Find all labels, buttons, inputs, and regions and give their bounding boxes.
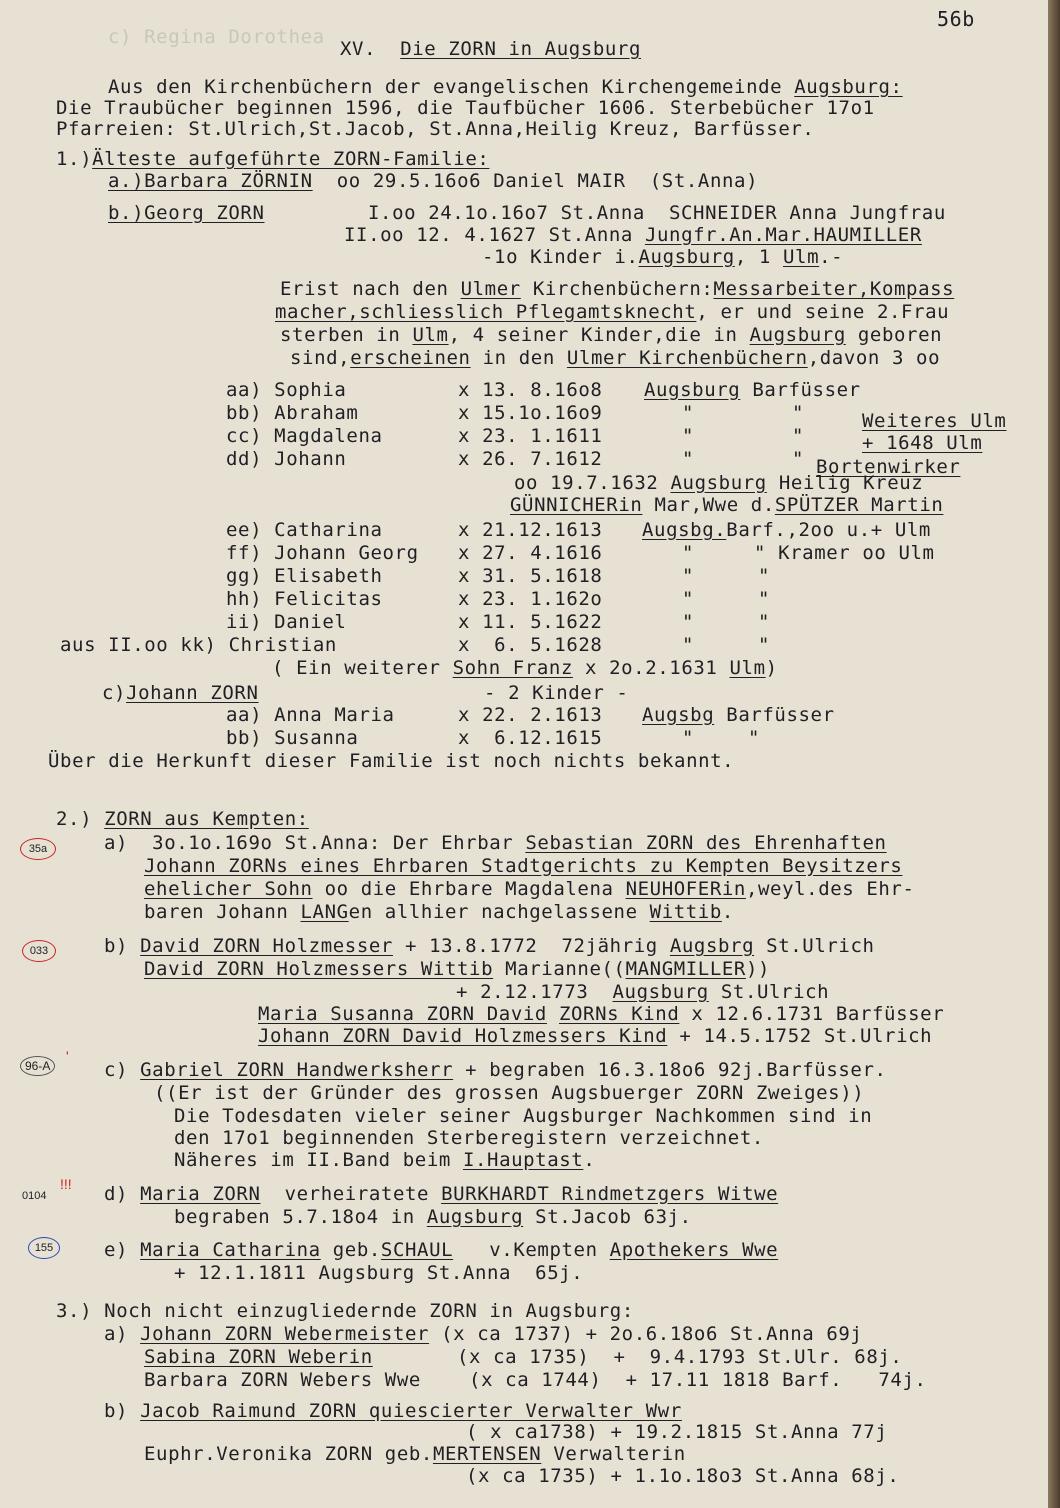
person-name: David ZORN Holzmesser (140, 935, 393, 957)
ditto-mark: " (682, 588, 695, 610)
children-count: - 2 Kinder - (484, 682, 629, 704)
child-name: Catharina (274, 519, 383, 541)
marriage-date: II.oo 12. 4.1627 St.Anna (344, 224, 633, 246)
person-name: Maria ZORN (140, 1183, 261, 1205)
parish: Barfüsser (752, 379, 861, 401)
spouse: GÜNNICHERin (510, 494, 643, 516)
note-text: ) (765, 657, 778, 679)
parish: Barfüsser (726, 704, 835, 726)
child-name: Sophia (274, 379, 347, 401)
person-name: Sabina ZORN Weberin (144, 1346, 373, 1368)
intro-line-2: Die Traubücher beginnen 1596, die Taufbücher 1606. Sterbebücher 17o1 (56, 97, 875, 119)
entry-text: verheiratete (260, 1183, 430, 1205)
entry-2c-line-3: Die Todesdaten vieler seiner Augsburger Nachkommen sind in (174, 1105, 873, 1127)
child-label: dd) (226, 448, 263, 470)
child-name: Johann Georg (274, 542, 419, 564)
child-place (644, 379, 861, 401)
child-row (226, 402, 358, 424)
child-label: hh) (226, 588, 263, 610)
entry-1b (108, 202, 265, 224)
ditto-mark: " (682, 634, 695, 656)
entry-2b-line-3 (456, 981, 829, 1003)
parish: Barf.,2oo u.+ Ulm (726, 519, 931, 541)
child-date: x 31. 5.1618 (458, 565, 603, 587)
child-name: Christian (228, 634, 337, 656)
child-date: x 23. 1.1611 (458, 425, 603, 447)
note-text: , 4 seiner Kinder,die in (448, 324, 738, 346)
note-text: geboren (845, 324, 943, 346)
ditto-mark: " (792, 448, 805, 470)
entry-text: LANG (300, 901, 349, 923)
entry-text: ehelicher Sohn (144, 878, 313, 900)
note-text: sind, (290, 347, 351, 369)
ditto-mark: " (758, 588, 771, 610)
section-title: ZORN aus Kempten: (104, 808, 309, 830)
entry-label: c) (104, 1059, 129, 1081)
child-date: x 27. 4.1616 (458, 542, 603, 564)
spouse-line (510, 494, 943, 516)
person-name: Maria Catharina (140, 1239, 321, 1261)
marriage-date: oo 19.7.1632 (514, 472, 659, 494)
spouse: Jungfr.An.Mar.HAUMILLER (644, 224, 922, 246)
person-name: David ZORN Holzmessers Wittib (144, 958, 494, 980)
note-text: sterben in (280, 324, 401, 346)
person-name: Maria Susanna ZORN David (258, 1003, 547, 1025)
child-label: ii) (226, 611, 263, 633)
person-name: Johann ZORN David Holzmessers Kind (258, 1025, 668, 1047)
red-tick-mark: !!! (60, 1176, 72, 1192)
entry-label: a) (104, 832, 129, 854)
child-date: x 13. 8.16o8 (458, 379, 603, 401)
child-note: + 1648 Ulm (862, 432, 983, 454)
child-row (226, 379, 346, 401)
child-row (226, 448, 346, 470)
section-number: 2.) (56, 808, 93, 830)
note-text: ( Ein weiterer (272, 657, 441, 679)
entry-text: Marianne(( (493, 958, 626, 980)
red-tick-mark: ' (66, 1048, 69, 1064)
ditto-mark: " (682, 611, 695, 633)
ditto-mark: " (682, 565, 695, 587)
entry-text: baren Johann (144, 901, 289, 923)
entry-2a-line-4 (144, 901, 734, 923)
ditto-mark: " (682, 425, 695, 447)
ditto-mark: " (682, 542, 695, 564)
note-line-3 (280, 324, 942, 346)
entry-2c-line-2: ((Er ist der Gründer des grossen Augsbuerger ZORN Zweiges)) (154, 1082, 865, 1104)
entry-text: St.Ulrich (754, 935, 875, 957)
margin-ref-mark: 35a (20, 838, 56, 860)
franz-note (272, 657, 778, 679)
entry-label: a) (104, 1323, 129, 1345)
count-text: .- (819, 246, 844, 268)
entry-text: + 2.12.1773 (456, 981, 589, 1003)
place: Ulm (729, 657, 766, 679)
ditto-mark: " (748, 727, 761, 749)
entry-2c-line-4: den 17o1 beginnenden Sterberegistern verzeichnet. (174, 1127, 764, 1149)
entry-text: + 13.8.1772 72jährig (392, 935, 658, 957)
note-text: in den (470, 347, 555, 369)
child-name: Abraham (274, 402, 359, 424)
entry-text: (x ca 1737) + 2o.6.18o6 St.Anna 69j (429, 1323, 863, 1345)
child-row (226, 565, 383, 587)
child-name: Elisabeth (274, 565, 383, 587)
entry-text: Sebastian ZORN des Ehrenhaften (525, 832, 887, 854)
entry-text: St.Ulrich (708, 981, 830, 1003)
note-text: ,davon 3 oo (807, 347, 941, 369)
margin-ref-mark: 96-A (20, 1056, 55, 1076)
ditto-mark: " (792, 402, 805, 424)
entry-label: d) (104, 1183, 129, 1205)
margin-ref-mark: 033 (22, 940, 56, 962)
entry-2e-line-1 (104, 1239, 778, 1261)
child-label: gg) (226, 565, 263, 587)
note-line-4 (290, 347, 940, 369)
child-place (642, 519, 931, 541)
entry-detail: oo 29.5.16o6 Daniel MAIR (St.Anna) (336, 170, 759, 192)
entry-text: Verwalterin (541, 1443, 686, 1465)
entry-2d-line-2 (174, 1206, 692, 1228)
entry-3a-line-3 (144, 1369, 927, 1391)
entry-text: ,weyl.des Ehr- (745, 878, 915, 900)
intro-line-3: Pfarreien: St.Ulrich,St.Jacob, St.Anna,Heilig Kreuz, Barfüsser. (56, 118, 815, 140)
ditto-mark: " (758, 634, 771, 656)
entry-2a-line-3 (144, 878, 915, 900)
entry-2b-line-4 (258, 1003, 944, 1025)
entry-text: Näheres im II.Band beim (174, 1149, 451, 1171)
entry-text: (x ca 1744) + 17.11 1818 Barf. 74j. (420, 1369, 927, 1391)
person-name: Euphr.Veronika ZORN geb. (144, 1443, 433, 1465)
note-text: x 2o.2.1631 (572, 657, 718, 679)
document-title (340, 38, 641, 60)
person-name: Barbara ZORN Webers Wwe (144, 1369, 421, 1391)
child-label: bb) (226, 402, 263, 424)
entry-text: MERTENSEN (432, 1443, 542, 1465)
ditto-mark: " (682, 402, 695, 424)
entry-text: )) (745, 958, 771, 980)
entry-text: v.Kempten (453, 1239, 598, 1261)
entry-text: Apothekers Wwe (609, 1239, 779, 1261)
ditto-mark: " (682, 448, 695, 470)
child-name: Susanna (274, 727, 359, 749)
note-text: Erist nach den (280, 278, 449, 300)
marriage-2 (344, 224, 922, 246)
ditto-mark: " (758, 611, 771, 633)
note-text: Ulm (412, 324, 449, 346)
child-name: Felicitas (274, 588, 383, 610)
section-title: Älteste aufgeführte ZORN-Familie: (92, 148, 490, 170)
child-date: x 22. 2.1613 (458, 704, 603, 726)
children-count (482, 246, 843, 268)
place: Augsbg (642, 704, 715, 726)
child-date: x 6.12.1615 (458, 727, 603, 749)
child-label: ff) (226, 542, 263, 564)
ditto-mark: " (792, 425, 805, 447)
entry-text: ZORNs Kind (558, 1003, 680, 1025)
entry-text: geb. (320, 1239, 381, 1261)
entry-text: MANGMILLER (625, 958, 746, 980)
child-name: Daniel (274, 611, 347, 633)
child-date: x 26. 7.1612 (458, 448, 603, 470)
entry-3b-line-2: ( x ca1738) + 19.2.1815 St.Anna 77j (466, 1421, 888, 1443)
ditto-mark: " (758, 565, 771, 587)
child-date: x 6. 5.1628 (458, 634, 603, 656)
child-label: ee) (226, 519, 263, 541)
page-number: 56b (937, 7, 975, 31)
child-row (226, 704, 395, 726)
child-note: " Kramer oo Ulm (754, 542, 935, 564)
entry-label: e) (104, 1239, 129, 1261)
child-name: Anna Maria (274, 704, 395, 726)
place: Augsburg (670, 472, 767, 494)
person-name: Barbara ZÖRNIN (144, 170, 313, 192)
parish: Heilig Kreuz (778, 472, 924, 494)
section-1-closing: Über die Herkunft dieser Familie ist noch nichts bekannt. (48, 750, 735, 772)
entry-text: NEUHOFERin (625, 878, 746, 900)
entry-text: Wittib (649, 901, 722, 923)
entry-text: en allhier nachgelassene (348, 901, 638, 923)
entry-text: x 12.6.1731 Barfüsser (679, 1003, 945, 1025)
person-name: Johann ZORN Webermeister (140, 1323, 430, 1345)
marriage-line (514, 472, 923, 494)
title-prefix: XV. (340, 38, 377, 60)
entry-label: b) (104, 1400, 129, 1422)
note-text: Kirchenbüchern: (520, 278, 714, 300)
person-name: Johann ZORN (126, 682, 259, 704)
spouse-detail: Mar,Wwe d. (654, 494, 775, 516)
place: Augsburg (612, 981, 709, 1003)
book-binding-edge (1048, 0, 1060, 1508)
child-note: Bortenwirker (816, 456, 961, 478)
intro-place: Augsburg: (794, 76, 903, 98)
entry-2a-line-2: Johann ZORNs eines Ehrbaren Stadtgerichts zu Kempten Beysitzers (144, 855, 903, 877)
entry-text: 3o.1o.169o St.Anna: Der Ehrbar (152, 832, 514, 854)
place: Augsburg (638, 246, 735, 268)
child-date: x 11. 5.1622 (458, 611, 603, 633)
place: Augsbrg (669, 935, 755, 957)
entry-label: a.) (108, 170, 145, 192)
count-text: -1o Kinder i. (482, 246, 639, 268)
child-row (226, 611, 346, 633)
person-name: Sohn Franz (452, 657, 573, 679)
entry-label: b) (104, 935, 129, 957)
note-text: Messarbeiter,Kompass (713, 278, 955, 300)
entry-3b-line-4: (x ca 1735) + 1.1o.18o3 St.Anna 68j. (466, 1465, 900, 1487)
spouse-detail: SPÜTZER Martin (774, 494, 944, 516)
entry-text: BURKHARDT Rindmetzgers Witwe (441, 1183, 779, 1205)
child-row (226, 542, 419, 564)
note-text: Augsburg (749, 324, 846, 346)
child-row (226, 588, 383, 610)
entry-3a-line-1 (104, 1323, 862, 1345)
note-text: , er und seine 2.Frau (696, 301, 950, 323)
entry-text: + 14.5.1752 St.Ulrich (667, 1025, 933, 1047)
child-label: aa) (226, 379, 263, 401)
entry-2a-line-1 (104, 832, 887, 854)
note-text: Ulmer (460, 278, 521, 300)
child-row (226, 727, 358, 749)
marriage-date: I.oo 24.1o.16o7 St.Anna (368, 202, 645, 224)
child-date: x 15.1o.16o9 (458, 402, 603, 424)
child-label: bb) (226, 727, 263, 749)
margin-ref-mark: 0104 (22, 1190, 47, 1202)
note-text: Ulmer Kirchenbüchern (566, 347, 808, 369)
entry-text: . (721, 901, 734, 923)
person-name: Jacob Raimund ZORN quiescierter Verwalter Wwr (140, 1400, 682, 1422)
entry-3b-line-3 (144, 1443, 686, 1465)
entry-1c (102, 682, 259, 704)
person-name: Gabriel ZORN Handwerksherr (140, 1059, 454, 1081)
entry-text: St.Jacob 63j. (523, 1206, 692, 1228)
person-name: Georg ZORN (144, 202, 265, 224)
intro-line-1 (108, 76, 903, 98)
child-label: aa) (226, 704, 263, 726)
entry-text: . (583, 1149, 596, 1171)
entry-1a (108, 170, 758, 192)
note-line-1 (280, 278, 954, 300)
place: Augsburg (426, 1206, 524, 1228)
marriage-1 (368, 202, 946, 224)
marriage-note: aus II.oo (60, 634, 169, 656)
place: Augsburg (644, 379, 741, 401)
count-text: , 1 (734, 246, 771, 268)
child-row (226, 425, 383, 447)
child-note: Weiteres Ulm (862, 410, 1007, 432)
entry-text: oo die Ehrbare Magdalena (312, 878, 614, 900)
note-line-2 (275, 301, 949, 323)
section-number: 1.) (56, 148, 93, 170)
note-text: macher,schliesslich Pflegamtsknecht (275, 301, 697, 323)
entry-2c-line-1 (104, 1059, 887, 1081)
place: Ulm (783, 246, 820, 268)
child-date: x 21.12.1613 (458, 519, 603, 541)
entry-2e-line-2: + 12.1.1811 Augsburg St.Anna 65j. (174, 1262, 584, 1284)
entry-2b-line-2 (144, 958, 770, 980)
intro-text: Aus den Kirchenbüchern der evangelischen Kirchengemeinde (108, 76, 783, 98)
child-place (642, 704, 835, 726)
entry-3b-line-1 (104, 1400, 682, 1422)
ditto-mark: " (682, 727, 695, 749)
child-label: kk) (180, 634, 217, 656)
child-name: Magdalena (274, 425, 383, 447)
entry-label: b.) (108, 202, 145, 224)
entry-text: (x ca 1735) + 9.4.1793 St.Ulr. 68j. (372, 1346, 903, 1368)
child-date: x 23. 1.162o (458, 588, 603, 610)
entry-text: SCHAUL (380, 1239, 454, 1261)
entry-2c-line-5 (174, 1149, 595, 1171)
child-row (60, 634, 337, 656)
entry-text: + begraben 16.3.18o6 92j.Barfüsser. (453, 1059, 887, 1081)
entry-text: I.Hauptast (462, 1149, 584, 1171)
entry-2b-line-5 (258, 1025, 932, 1047)
entry-label: c) (102, 682, 127, 704)
bleed-through-text: c) Regina Dorothea (108, 26, 325, 48)
section-3-heading (56, 1300, 634, 1322)
child-label: cc) (226, 425, 263, 447)
title-text: Die ZORN in Augsburg (400, 38, 641, 60)
child-row (226, 519, 383, 541)
entry-2d-line-1 (104, 1183, 778, 1205)
section-2-heading (56, 808, 309, 830)
section-title: Noch nicht einzugliedernde ZORN in Augsburg: (104, 1300, 634, 1322)
entry-3a-line-2 (144, 1346, 902, 1368)
place: Augsbg. (642, 519, 727, 541)
section-1-heading (56, 148, 489, 170)
spouse: SCHNEIDER Anna Jungfrau (668, 202, 946, 224)
entry-text: begraben 5.7.18o4 in (174, 1206, 415, 1228)
child-name: Johann (274, 448, 347, 470)
entry-2b-line-1 (104, 935, 875, 957)
note-text: erscheinen (350, 347, 471, 369)
margin-ref-mark: 155 (28, 1237, 60, 1259)
section-number: 3.) (56, 1300, 93, 1322)
